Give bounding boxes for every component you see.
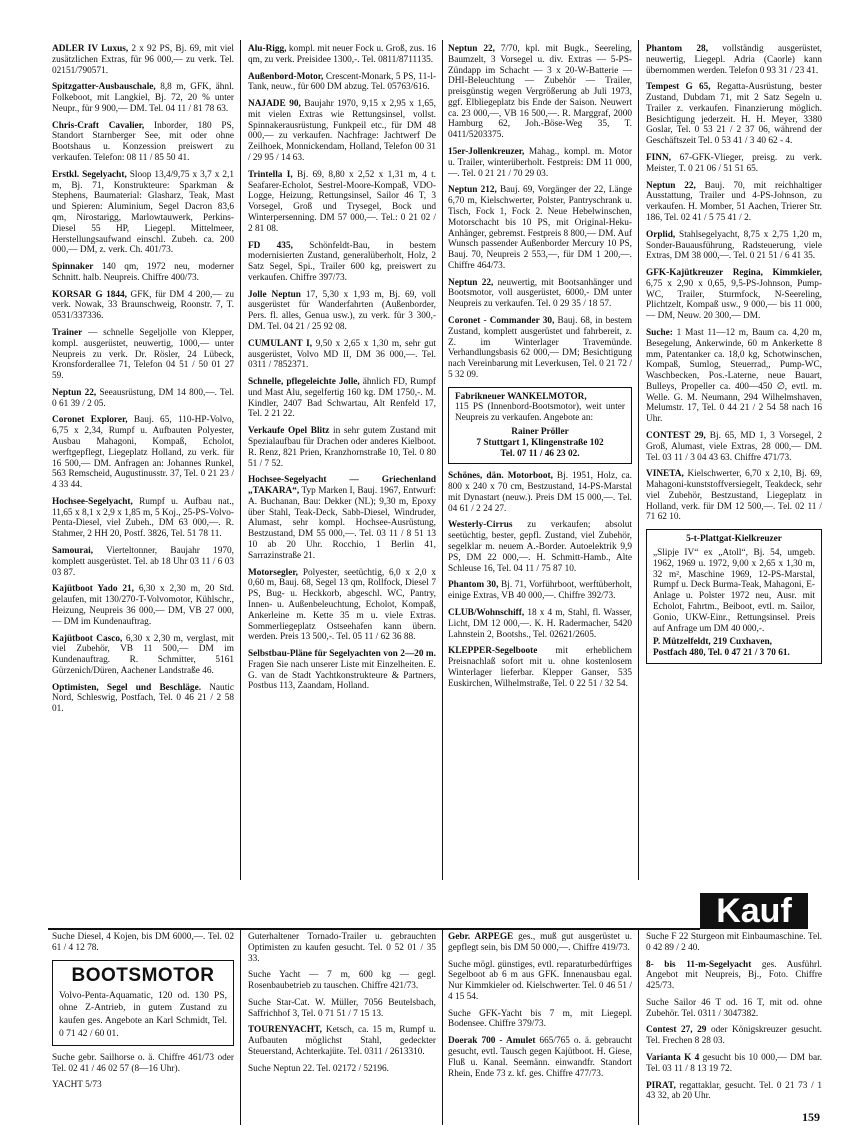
ad-text: Guterhaltener Tornado-Trailer u. gebrauchten Optimisten zu kaufen gesucht. Tel. 0 52 01 / 35 33. [248,932,436,964]
classified-ad [646,268,822,322]
plattgat-address-1: P. Mützelfeldt, 219 Cuxhaven, [653,637,772,648]
classified-ad [52,328,234,382]
ad-text: 2 x 92 PS, Bj. 69, mit viel zusätzlichen Extras, für 96 000,— zu verk. Tel. 02151/790571. [52,44,235,76]
classified-ad [52,121,234,164]
ad-text: Suche Yacht — 7 m, 600 kg — gegl. Rosenbaubetrieb zu tauschen. Chiffre 421/73. [248,970,436,992]
classified-ad [646,153,822,175]
ad-headline: Erstkl. Segelyacht, [52,169,127,180]
ad-text: Bj. 65, MD 1, 3 Vorsegel, 2 Groß, Alumast, viele Extras, 28 000,— DM. Tel. 03 11 / 3 04 43 63. Chiffre 471/73. [646,431,822,463]
classified-ad [646,932,822,954]
ad-text: 6,75 x 2,90 x 0,65, 9,5-PS-Johnson, Pump-WC, Trailer, Sturmfock, N-Seereling, Plichtzelt, Kompaß usw., 9 000,— bis 11 000,— DM, Neuw. 20 300,— DM. [646,278,822,322]
classified-ad [52,683,234,715]
classified-ad [248,475,436,561]
ad-headline: KORSAR G 1844, [52,289,128,300]
ad-headline: CONTEST 29, [646,431,706,441]
classified-ad [52,388,234,410]
ad-headline: Motorsegler, [248,567,298,578]
ad-text: Suche Sailor 46 T od. 16 T, mit od. ohne Zubehör. Tel. 0311 / 3047382. [646,997,822,1019]
classified-ad [448,185,632,271]
ad-headline: KLEPPER-Segelboote [448,646,538,657]
classified-ad [248,1025,436,1057]
ad-text: Bauj. 65, 110-HP-Volvo, 6,75 x 2,34, Rumpf u. Aufbauten Polyester, Ausbau Mahagoni, Kompaß, Echolot, werftgepflegt, Liegeplatz Holland, zu verk. für 16 500,— DM. Anfragen an: Johannes Runkel, 563 Remscheid, Augustinusstr. 37, Tel. 0 21 23 / 4 33 44. [52,415,234,491]
classified-ad [52,497,234,540]
classified-ad [646,230,822,262]
ad-text: 140 qm, 1972 neu, moderner Schnitt. halb. Neupreis. Chiffre 400/73. [52,262,234,283]
classified-ad [248,1064,436,1075]
classified-ad [248,568,436,643]
classified-ad [646,44,822,76]
ad-text: mit erheblichem Preisnachlaß sofort mit u. ohne kostenlosem Winterlager lieferbar. Klepper Ganser, 535 Euskirchen, Wilhelmstraße, Tel. 0 22 51 / 32 54. [448,646,632,689]
ad-headline: Verkaufe Opel Blitz [248,426,330,437]
ad-headline: Schönes, dän. Motorboot, [448,471,553,482]
ad-text: Suche Neptun 22. Tel. 02172 / 52196. [248,1063,389,1074]
ad-headline: Selbstbau-Pläne für Segelyachten von 2—20 m. [248,649,436,660]
ad-text: 8,8 m, GFK, ähnl. Folkeboot, mit Langkiel, Bj. 72, 20 % unter Neupr., für 9 900,— DM. Tel. 04 11 / 81 78 63. [52,82,234,114]
classified-ad [448,608,632,640]
wankel-body: 115 PS (Innenbord-Bootsmotor), weit unter Neupreis zu verkaufen. Angebote an: [455,402,625,424]
ad-headline: Phantom 28, [646,44,709,54]
classified-ad [248,290,436,333]
ad-headline: FD 435, [248,240,293,251]
ad-text: Inborder, 180 PS, Standort Starnberger See, mit oder ohne Bootshaus u. Konzession preiswert zu verkaufen. Telefon: 08 11 / 85 50 41. [52,120,234,164]
ad-headline: Neptun 22, [52,387,97,398]
plattgat-title: 5-t-Plattgat-Kielkreuzer [686,534,782,545]
ad-headline: Neptun 212, [448,185,497,196]
ad-headline: Neptun 22, [646,180,696,191]
classified-ad [646,328,822,425]
ad-text: Bauj. 70, mit reichhaltiger Ausstattung, Trailer und 4-PS-Johnson, zu verkaufen. H. Momber, 51 Aachen, Trierer Str. 186, Tel. 02 41 / 5 75 41 / 2. [646,180,822,223]
classified-ad [248,241,436,284]
ad-text: Seeausrüstung, DM 14 800,—. Tel. 0 61 39 / 2 05. [52,387,234,409]
plattgat-body: „Slipje IV“ ex „Atoll“, Bj. 54, umgeb. 1962, 1969 u. 1972, 9,00 x 2,65 x 1,30 m, 32 m², Maschine 1969, 12-PS-Marstal, Rumpf u. Deck Burma-Teak, Mahagoni, E-Anlage u. Polster 1972 neu, Ausr. mit Echolot, Fahrtm., Beiboot, evtl. m. Sailor, Gonio, UKW-Einr., Rettungsinsel. Preis auf Anfrage um DM 40 000,-. [653,548,815,634]
wankel-phone: Tel. 07 11 / 46 23 02. [500,448,580,459]
ad-text: Suche mögl. günstiges, evtl. reparaturbedürftiges Segelboot ab 6 m aus GFK. Innenausbau egal. Nur Kimmkieler od. Kielschwerter. Tel. 0 46 51 / 4 15 54. [448,959,632,1002]
bottom-column-2 [248,932,436,1081]
ad-headline: TOURENYACHT, [248,1025,322,1036]
classified-ad [52,82,234,114]
classified-ad [248,339,436,371]
ad-text: — schnelle Segeljolle von Klepper, kompl. ausgerüstet, neuwertig, 1000,— unter Neupreis zu verk. Dr. Rösler, 24 Lübeck, Kronsforderallee 71, Telefon 04 51 / 50 01 27 59. [52,327,234,382]
classified-ad [248,99,436,164]
classified-ad [448,147,632,179]
ad-headline: CUMULANT I, [248,338,313,349]
column-rule [442,40,443,880]
wankel-address: 7 Stuttgart 1, Klingenstraße 102 [476,437,604,448]
ad-text: oder Königskreuzer gesucht. Tel. Frechen 8 28 03. [646,1025,822,1047]
ad-headline: GFK-Kajütkreuzer Regina, Kimmkieler, [646,268,822,279]
ad-text: Stahlsegelyacht, 8,75 x 2,75 1,20 m, Sonder-Bauausführung, Radsteuerung, viele Extras, DM 38 000,—. Tel. 0 21 51 / 6 41 35. [646,229,822,262]
ad-text: zu verkaufen; absolut seetüchtig, bester, gepfl. Zustand, viel Zubehör, segelklar m. neuem A.-Border. Autoelektrik 9,9 PS, DM 22 000,—. H. Schmitt-Hamb., Alte Schleuse 16, Tel. 04 11 / 75 87 10. [448,520,632,574]
bottom-column-1 [52,932,234,1091]
ad-headline: Contest 27, 29 [646,1025,707,1036]
ad-text: vollständig ausgerüstet, neuwertig, Liegepl. Adria (Caorle) kann übernommen werden. Telefon 0 93 31 / 23 41. [646,44,822,76]
ad-text: Sloop 13,4/9,75 x 3,7 x 2,1 m, Bj. 71, Konstrukteure: Sparkman & Stephens, Baumaterial: Glasharz, Teak, Mast und Spieren: Aluminium, Segel Dacron 83,6 qm, Nirostarigg, Marlowtauwerk, Perkins-Diesel 55 HP, Liegepl. Mittelmeer, Herstellungsaufwand einschl. Zubeh. ca. 200 000,— DM, z. verk. Ch. 401/73. [52,169,234,256]
column-rule [240,40,241,880]
ad-text: Regatta-Ausrüstung, bester Zustand, Dubdam 71, mit 2 Satz Segeln u. Trailer z. verkaufen. Finanzierung möglich. Besichtigung jederzeit. H. H. Meyer, 3380 Goslar, Tel. 0 53 21 / 2 37 06, während der Geschäftszeit Tel. 0 53 41 / 3 40 62 - 4. [646,82,822,147]
ad-headline: Optimisten, Segel und Beschläge. [52,682,202,693]
footer-issue: YACHT 5/73 [52,1080,102,1091]
ad-text: Polyester, seetüchtig, 6,0 x 2,0 x 0,60 m, Bauj. 68, Segel 13 qm, Rollfock, Diesel 7 PS, Bug- u. Heckkorb, abgeschl. WC, Pantry, Innen- u. Außenbeleuchtung, Echolot, Kompaß, Ankerleine m. Kette 35 m u. viele Extras. Sommerliegeplatz Ostseehafen kann übern. werden. Preis 13 500,-. Tel. 05 11 / 62 36 88. [248,567,436,643]
ad-text: Suche F 22 Sturgeon mit Einbaumaschine. Tel. 0 42 89 / 2 40. [646,932,822,953]
classified-ad [52,415,234,490]
classified-ad [52,932,234,954]
ad-headline: Schnelle, pflegeleichte Jolle, [248,377,360,388]
wankel-title: Fabrikneuer WANKELMOTOR, [455,391,587,402]
classified-ad [646,469,822,523]
classified-ad [248,970,436,992]
column-rule [240,930,241,1125]
ad-text: Suche gebr. Sailhorse o. ä. Chiffre 461/73 oder Tel. 02 41 / 46 02 57 (8—16 Uhr). [52,1052,234,1074]
classified-ad [52,634,234,677]
ad-text: Suche GFK-Yacht bis 7 m, mit Liegepl. Bodensee. Chiffre 379/73. [448,1008,632,1030]
column-rule [638,40,639,880]
ad-headline: Trintella I, [248,169,293,180]
ad-headline: Coronet - Commander 30, [448,315,555,326]
ad-text: Vierteltonner, Baujahr 1970, komplett ausgerüstet. Tel. ab 18 Uhr 03 11 / 6 03 03 87. [52,546,234,578]
classified-ad [646,82,822,147]
ad-headline: Spitzgatter-Ausbauschale, [52,82,156,93]
ad-headline: Varianta K 4 [646,1053,700,1064]
classified-ad [52,262,234,284]
ad-headline: Chris-Craft Cavalier, [52,120,145,131]
classified-ad [646,181,822,224]
ad-headline: Hochsee-Segelyacht, [52,496,133,507]
classified-ad [646,1053,822,1075]
ad-text: Bj. 71, Vorführboot, werftüberholt, einige Extras, VB 40 000,—. Chiffre 392/73. [448,580,632,602]
column-rule [638,930,639,1125]
classified-ad [448,316,632,381]
classified-ad [448,278,632,310]
classified-ad [448,580,632,602]
classified-ad [248,170,436,235]
ad-text: Kielschwerter, 6,70 x 2,10, Bj. 69, Mahagoni-kunststoffversiegelt, Teakdeck, sehr viel Zubehör, Bestzustand, Liegeplatz in Holland, verk. für DM 12 500,—. Tel. 02 11 / 71 62 10. [646,469,822,523]
ad-text: 7/70, kpl. mit Bugk., Seereling, Baumzelt, 3 Vorsegel u. div. Extras — 5-PS-Zündapp im Schacht — 3 x 20-W-Batterie — DHI-Beleuchtung — Zubehör — Trailer, preisgünstig wegen Vergrößerung ab Juli 1973, ggf. Elbliegeplatz bis Ende der Saison. Neuwert ca. 23 000,—, VB 16 500,—. R. Marggraf, 2000 Hamburg 62, Joh.-Böse-Weg 35, T. 0411/5203375. [448,44,632,141]
ad-text: 9,50 x 2,65 x 1,30 m, sehr gut ausgerüstet, Volvo MD II, DM 36 000,—. Tel. 0311 / 7852371. [248,338,436,371]
classified-ad [248,72,436,94]
classified-ad [248,998,436,1020]
ad-headline: Samourai, [52,546,94,557]
wankel-ad-box [448,387,632,465]
ad-text: 17, 5,30 x 1,93 m, Bj. 69, voll ausgerüstet für Wanderfahrten (Außenborder, Pers. fl. alles, Genua usw.), zu verk. für 3 300,- DM. Tel. 04 21 / 25 92 08. [248,289,436,332]
ad-text: Baujahr 1970, 9,15 x 2,95 x 1,65, mit vielen Extras wie Rettungsinsel, vollst. Spinnakerausrüstung, Funkpeil etc., für DM 48 000,— zu verkaufen. Nachfrage: Jachtwerf De Zeilhoek, Monnickendam, Holland, Telefon 00 31 / 29 95 / 14 63. [248,99,436,164]
ad-text: 18 x 4 m, Stahl, fl. Wasser, Licht, DM 12 000,—. K. H. Radermacher, 5420 Lahnstein 2, Bootshs., Tel. 02621/2605. [448,607,632,640]
classified-ad [52,546,234,578]
ad-headline: Orplid, [646,229,676,240]
ad-headline: 15er-Jollenkreuzer, [448,147,525,158]
ad-headline: 8- bis 11-m-Segelyacht [646,959,752,970]
section-rule [48,928,700,930]
classified-ad [646,431,822,463]
ad-headline: NAJADE 90, [248,99,301,110]
column-4 [646,44,822,671]
ad-headline: Trainer [52,327,83,338]
ad-headline: Hochsee-Segelyacht — Griechenland „TAKARA“, [248,475,436,497]
ad-headline: Kajütboot Yado 21, [52,584,134,595]
ad-text: ges. Ausführl. Angebot mit Neupreis, Bj., Foto. Chiffre 425/73. [646,959,822,992]
classified-ad [646,1081,822,1103]
ad-text: Bj. 1951, Holz, ca. 800 x 240 x 70 cm, Bestzustand, 14-PS-Marstal mit Dynastart (neuw.). Preis DM 15 000,—. Tel. 04 61 / 2 24 27. [448,471,633,514]
bootsmotor-title: BOOTSMOTOR [71,964,215,986]
ad-text: Mahag., kompl. m. Motor u. Trailer, winterüberholt. Festpreis: DM 11 000,—. Tel. 0 21 21 / 70 29 03. [448,147,632,179]
ad-text: Typ Marken I, Bauj. 1967, Entwurf: A. Buchanan, Bau: Dekker (NL); 9,30 m, Epoxy über Stahl, Teak-Deck, Sabb-Diesel, Windruder, Alumast, sehr kompl. Hochsee-Ausrüstung, Bestzustand, DM 55 000,—. Tel. 03 11 / 8 51 13 10 ab 20 Uhr. Rocchio, 1 Berlin 41, Sarrazinstraße 21. [248,486,436,561]
ad-text: Bj. 69, 8,80 x 2,52 x 1,31 m, 4 t. Seafarer-Echolot, Sestrel-Moore-Kompaß, VDO-Logge, Heizung, Rettungsinsel, Sailor 46 T, 3 Vorsegel, Groß und Trysegel, Bock und Winterpersenning. DM 57 000,—. Tel.: 0 21 02 / 2 81 08. [248,169,436,234]
ad-headline: Neptun 22, [448,44,495,54]
ad-text: 6,30 x 2,30 m, verglast, mit viel Zubehör, VB 11 500,— DM im Kundenauftrag. R. Schmitter, 5161 Gürzenich/Düren, Aachener Landstraße 46. [52,633,234,676]
bootsmotor-ad-box [52,960,234,1046]
ad-headline: Alu-Rigg, [248,44,287,54]
classified-ad [52,170,234,256]
classified-ad [248,649,436,692]
ad-text: 67-GFK-Vlieger, preisg. zu verk. Meister, T. 0 21 06 / 51 51 65. [646,153,822,174]
ad-text: Schönfeldt-Bau, in bestem modernisierten Zustand, generalüberholt, Holz, 2 Satz Segel, Spi., Trailer 600 kg, preiswert zu verkaufen. Chiffre 397/73. [248,240,436,283]
classified-ad [248,932,436,964]
ad-text: Suche Star-Cat. W. Müller, 7056 Beutelsbach, Saffrichhof 3, Tel. 0 71 51 / 7 15 13. [248,997,436,1019]
ad-headline: FINN, [646,153,672,164]
ad-headline: Coronet Explorer, [52,415,128,426]
plattgat-address-2: Postfach 480, Tel. 0 47 21 / 3 70 61. [653,648,790,659]
classified-ad [448,646,632,689]
ad-text: in sehr gutem Zustand mit Spezialaufbau für Drachen oder anderes Kielboot. R. Renz, 821 Prien, Kranzhornstraße 10, Tel. 0 80 51 / 7 52. [248,426,436,469]
ad-headline: Tempest G 65, [646,82,711,93]
classified-ad [52,290,234,322]
ad-headline: PIRAT, [646,1080,676,1091]
column-rule [442,930,443,1125]
classified-ad [646,1025,822,1047]
ad-text: GFK, für DM 4 200,— zu verk. Nowak, 33 Braunschweig, Roonstr. 7, T. 0531/337336. [52,289,234,322]
wankel-name: Rainer Pröller [511,427,569,437]
bootsmotor-body: Volvo-Penta-Aquamatic, 120 od. 130 PS, ohne Z-Antrieb, in gutem Zustand zu kaufen ges. Angebote an Karl Schmidt, Tel. 0 71 42 / 60 01. [59,990,227,1040]
classified-ad [646,998,822,1020]
ad-text: kompl. mit neuer Fock u. Groß, zus. 16 qm, zu verk. Preisidee 1300,-. Tel. 0811/8711135. [248,44,436,65]
ad-headline: Jolle Neptun [248,289,301,300]
ad-text: 6,30 x 2,30 m, 20 Std. gelaufen, mit 130/270-T-Volvomotor, Kühlschr., Heizung, Neupreis 36 000,— DM, VB 27 000,— DM im Kundenauftrag. [52,584,234,627]
ad-headline: Neptun 22, [448,277,494,288]
ad-text: Bauj. 68, in bestem Zustand, komplett ausgerüstet und fahrbereit, z. Z. im Winterlager Travemünde. Verhandlungsbasis 62 000,— DM; Besichtigung nach Vereinbarung mit Leverkusen, Tel. 0 21 72 / 5 32 09. [448,315,632,380]
ad-text: ähnlich FD, Rumpf und Mast Alu, segelfertig 160 kg. DM 1750,-. M. Kindler, 2407 Bad Schwartau, Alt Renfeld 17, Tel. 2 21 22. [248,377,436,420]
column-3 [448,44,632,695]
bottom-column-4 [646,932,822,1108]
classified-ad [248,377,436,420]
ad-headline: CLUB/Wohnschiff, [448,607,525,618]
classified-ad [52,44,234,76]
ad-headline: Doerak 700 - Amulet [448,1036,536,1047]
ad-text: ges., muß gut ausgerüstet u. gepflegt sein, bis DM 50 000,—. Chiffre 419/73. [448,932,632,953]
classified-ad [448,1036,632,1079]
column-2 [248,44,436,698]
ad-text: Rumpf u. Aufbau nat., 11,65 x 8,1 x 2,9 x 1,85 m, 5 Koj., 25-PS-Volvo-Penta-Diesel, viel Zubeh., DM 63 000,—. R. Stahmer, 2 HH 20, Postf. 3826, Tel. 51 78 11. [52,496,234,540]
classified-ad [52,1053,234,1075]
ad-headline: Kajütboot Casco, [52,633,123,644]
classified-ad [646,960,822,992]
ad-headline: Phantom 30, [448,580,499,591]
bottom-column-3 [448,932,632,1085]
classified-ad [448,932,632,954]
classified-ad [52,584,234,627]
ad-headline: Außenbord-Motor, [248,71,324,82]
ad-headline: ADLER IV Luxus, [52,44,129,54]
ad-headline: Spinnaker [52,262,94,273]
classified-ad [248,426,436,469]
ad-text: gesucht bis 10 000,— DM bar. Tel. 03 11 / 8 13 19 72. [646,1053,822,1074]
classified-ad [448,520,632,574]
ad-headline: Westerly-Cirrus [448,520,513,531]
ad-text: regattaklar, gesucht. Tel. 0 21 73 / 1 43 32, ab 20 Uhr. [646,1080,822,1102]
classified-ad [448,44,632,141]
column-1 [52,44,234,721]
ad-text: Nautic Nord, Schleswig, Postfach, Tel. 0 46 21 / 2 58 01. [52,682,234,715]
page-number: 159 [802,1110,820,1124]
ad-text: Fragen Sie nach unserer Liste mit Einzelheiten. E. G. van de Stadt Yachtkonstrukteure & Partners, Postbus 113, Zaandam, Holland. [248,659,436,692]
ad-headline: Gebr. ARPEGE [448,932,514,942]
ad-text: 665/765 o. ä. gebraucht gesucht, evtl. Tausch gegen Kajütboot. H. Giese, Fluß u. Kanal. Seemänn. einwandfr. Standort Rhein, Ende 73 z. kf. ges. Chiffre 477/73. [448,1036,632,1079]
plattgat-ad-box [646,529,822,664]
ad-text: 1 Mast 11—12 m, Baum ca. 4,20 m, Besegelung, Ankerwinde, 60 m Ankerkette 8 mm, Patentanker ca. 18,0 kg, Schotwinschen, Kompaß, Sumlog, Steuerrad,, Pump-WC, Waschbecken, Pos.-Laterne, neue Bauart, Bulleys, Propeller ca. 400—450 ∅, evtl. m. Welle. G. M. Neumann, 294 Wilhelmshaven, Melumstr. 17, Tel. 0 44 21 / 2 54 58 nach 16 Uhr. [646,327,822,425]
classified-ad [448,471,632,514]
ad-headline: Suche: [646,327,673,338]
ad-text: neuwertig, mit Bootsanhänger und Bootsmotor, voll ausgerüstet, 6000,- DM unter Neupreis zu verkaufen. Tel. 0 29 35 / 18 57. [448,277,632,310]
ad-text: Suche Diesel, 4 Kojen, bis DM 6000,—. Tel. 02 61 / 4 12 78. [52,932,234,953]
classified-ad [248,44,436,66]
section-label-kauf: Kauf [700,893,808,929]
ad-headline: VINETA, [646,469,684,480]
classified-ad [448,960,632,1003]
ad-text: Crescent-Monark, 5 PS, 11-l-Tank, neuw., für 600 DM abzug. Tel. 05763/616. [248,71,436,93]
ad-text: Bauj. 69, Vorgänger der 22, Länge 6,70 m, Kielschwerter, Polster, Pantryschrank u. Tisch, Fock 1, Fock 2. Neue Hebelwinschen, Motorschacht bis 10 PS, mit Original-Heku-Anhänger, gebremst. Festpreis 8 800,— DM. Auf Wunsch passender Außenborder Mercury 10 PS, Bauj. 70, Neupreis 2 553,—, für DM 1 200,—. Chiffre 464/73. [448,185,632,271]
ad-text: Ketsch, ca. 15 m, Rumpf u. Aufbauten möglichst Stahl, gedeckter Steuerstand, Achterkajüte. Tel. 0311 / 2613310. [248,1025,436,1058]
classified-ad [448,1009,632,1031]
